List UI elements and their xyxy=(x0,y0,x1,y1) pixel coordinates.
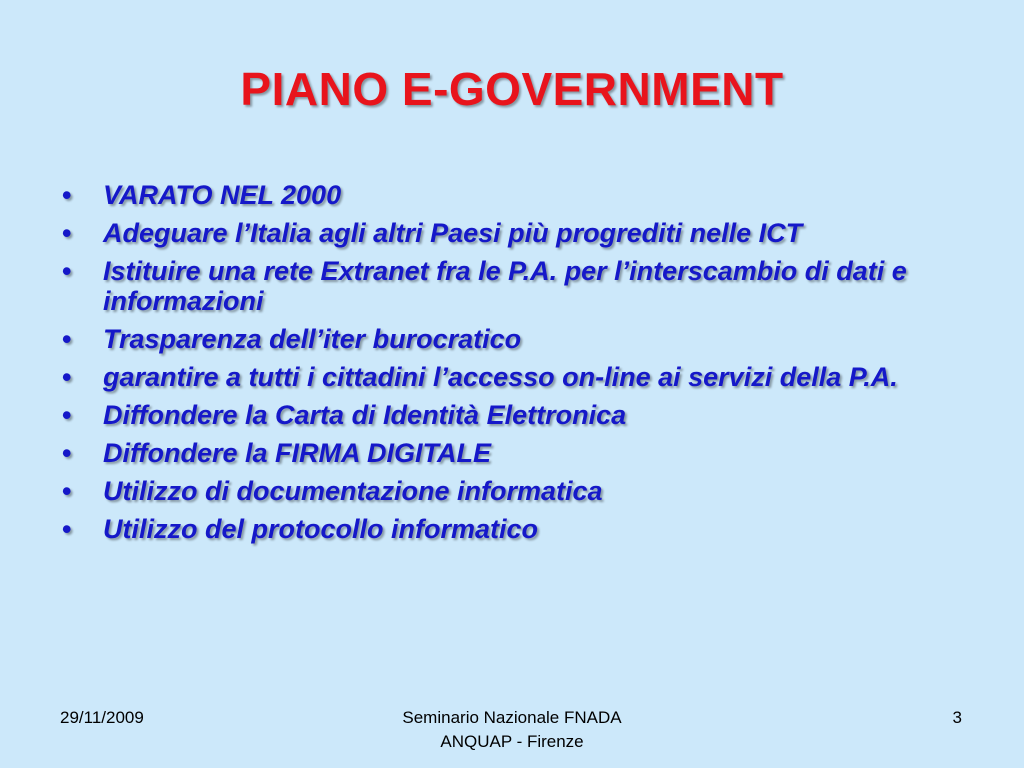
footer-center-line2: ANQUAP - Firenze xyxy=(440,732,584,751)
footer-date: 29/11/2009 xyxy=(60,708,144,727)
bullet-item xyxy=(60,514,960,544)
footer-center-line1: Seminario Nazionale FNADA xyxy=(402,708,622,727)
bullet-icon: • xyxy=(62,400,72,430)
bullet-icon: • xyxy=(62,362,72,392)
bullet-text: Diffondere la Carta di Identità Elettronica xyxy=(103,400,627,430)
bullet-item xyxy=(60,218,960,248)
bullet-text: Trasparenza dell’iter burocratico xyxy=(103,324,522,354)
bullet-item xyxy=(60,476,960,506)
bullet-text: Utilizzo del protocollo informatico xyxy=(103,514,538,544)
bullet-icon: • xyxy=(62,218,72,248)
bullet-icon: • xyxy=(62,180,72,210)
bullet-list xyxy=(60,180,960,552)
bullet-item xyxy=(60,400,960,430)
bullet-text: VARATO NEL 2000 xyxy=(103,180,342,210)
page-number: 3 xyxy=(952,708,962,727)
bullet-text: garantire a tutti i cittadini l’accesso on-line ai servizi della P.A. xyxy=(103,362,898,392)
bullet-text: Adeguare l’Italia agli altri Paesi più progrediti nelle ICT xyxy=(103,218,803,248)
bullet-icon: • xyxy=(62,514,72,544)
bullet-item xyxy=(60,256,960,316)
bullet-text: Utilizzo di documentazione informatica xyxy=(103,476,603,506)
slide-title: PIANO E-GOVERNMENT xyxy=(240,63,784,115)
bullet-icon: • xyxy=(62,476,72,506)
bullet-item xyxy=(60,180,960,210)
bullet-text: Istituire una rete Extranet fra le P.A. per l’interscambio di dati e informazioni xyxy=(103,256,907,316)
bullet-icon: • xyxy=(62,324,72,354)
bullet-item xyxy=(60,324,960,354)
bullet-item xyxy=(60,362,960,392)
bullet-text: Diffondere la FIRMA DIGITALE xyxy=(103,438,492,468)
footer-center-text xyxy=(0,706,1024,754)
bullet-icon: • xyxy=(62,256,72,286)
bullet-icon: • xyxy=(62,438,72,468)
bullet-item xyxy=(60,438,960,468)
